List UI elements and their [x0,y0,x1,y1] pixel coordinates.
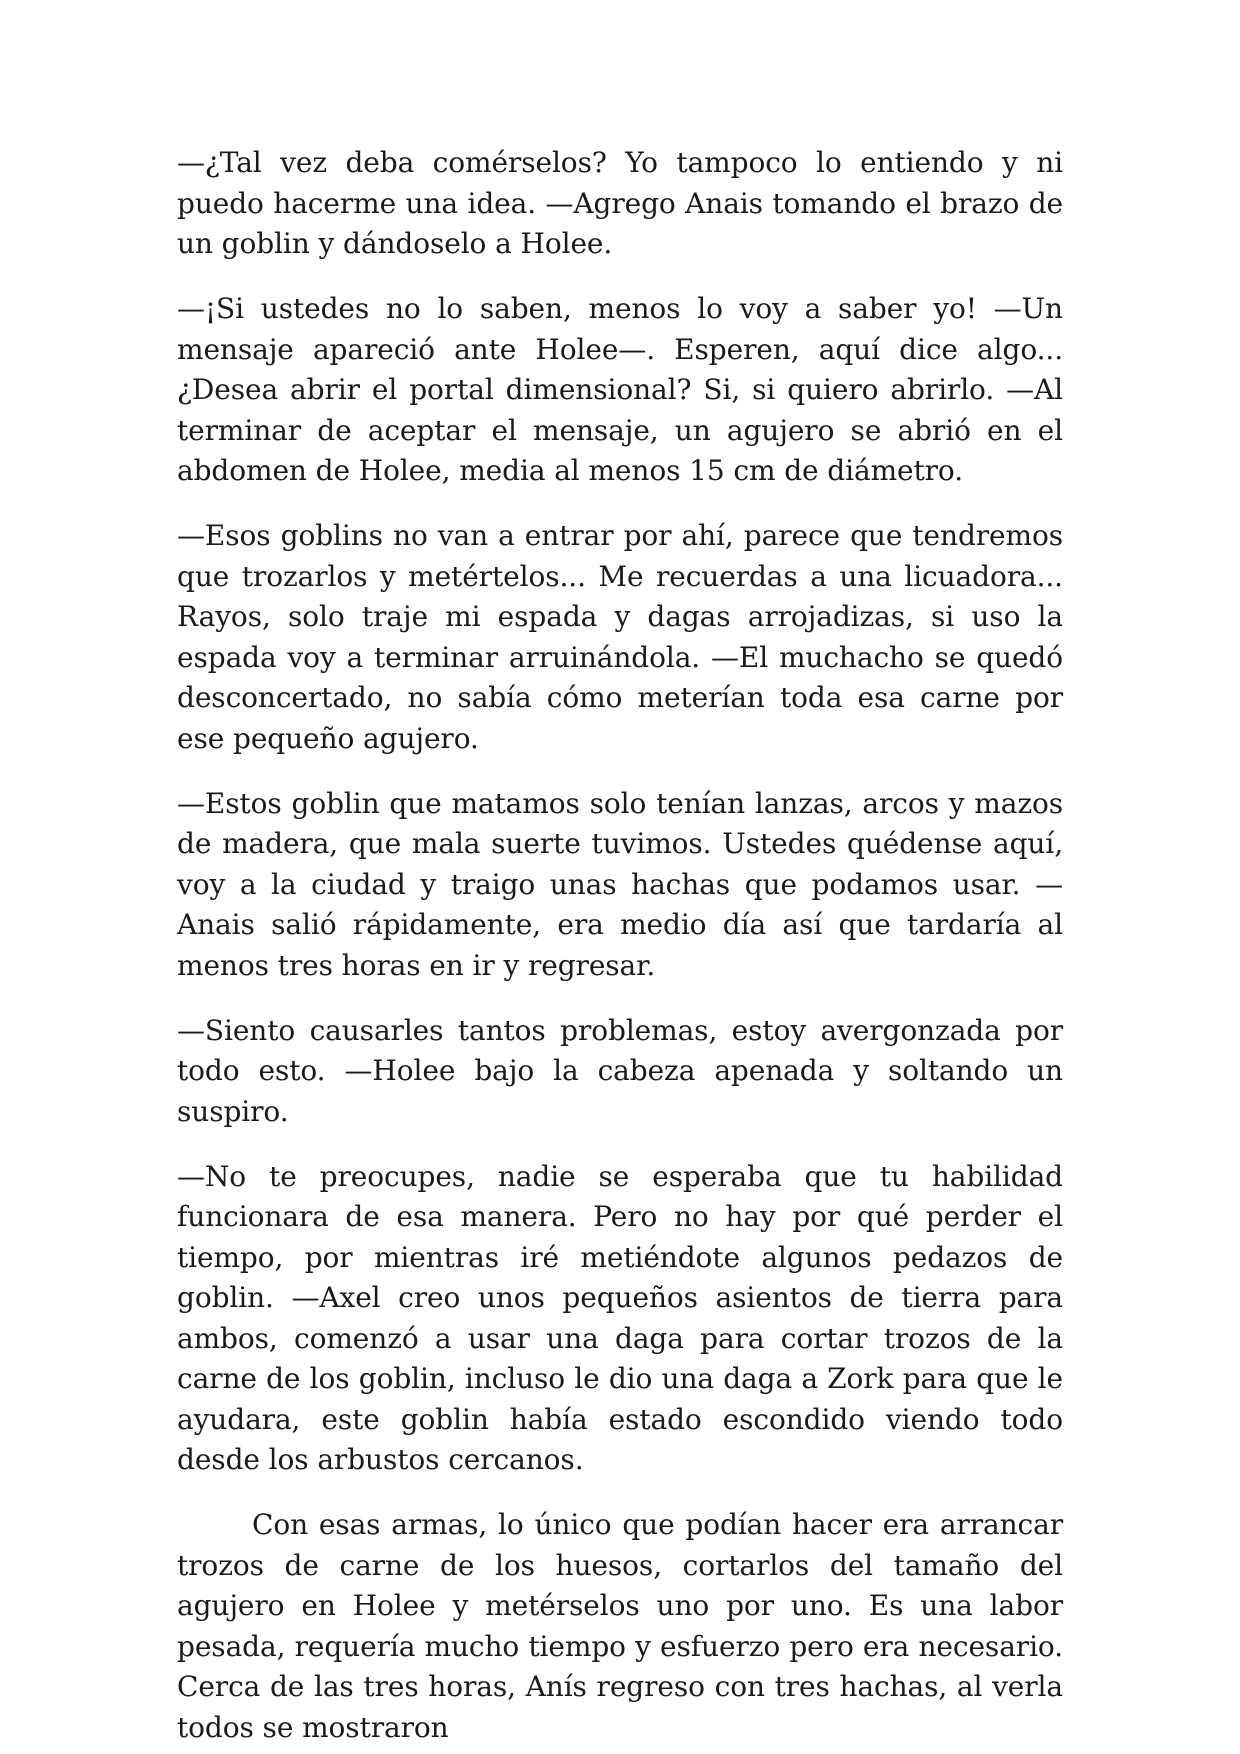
paragraph-2: —¡Si ustedes no lo saben, menos lo voy a saber yo! —Un mensaje apareció ante Holee—. Esperen, aquí dice algo... ¿Desea abrir el portal dimensional? Si, si quiero abrirlo. —Al terminar de aceptar el mensaje, un agujero se abrió en el abdomen de Holee, media al menos 15 cm de diámetro. [177,292,1063,487]
body-text [177,143,1063,1748]
paragraph-4: —Estos goblin que matamos solo tenían lanzas, arcos y mazos de madera, que mala suerte tuvimos. Ustedes quédense aquí, voy a la ciudad y traigo unas hachas que podamos usar. —Anais salió rápidamente, era medio día así que tardaría al menos tres horas en ir y regresar. [177,786,1063,982]
paragraph-6: —No te preocupes, nadie se esperaba que tu habilidad funcionara de esa manera. Pero no hay por qué perder el tiempo, por mientras iré metiéndote algunos pedazos de goblin. —Axel creo unos pequeños asientos de tierra para ambos, comenzó a usar una daga para cortar trozos de la carne de los goblin, incluso le dio una daga a Zork para que le ayudara, este goblin había estado escondido viendo todo desde los arbustos cercanos. [177,1159,1063,1476]
paragraph-7: Con esas armas, lo único que podían hacer era arrancar trozos de carne de los huesos, cortarlos del tamaño del agujero en Holee y metérselos uno por uno. Es una labor pesada, requería mucho tiempo y esfuerzo pero era necesario. Cerca de las tres horas, Anís regreso con tres hachas, al verla todos se mostraron [177,1508,1063,1744]
paragraph-1: —¿Tal vez deba comérselos? Yo tampoco lo entiendo y ni puedo hacerme una idea. —Agrego Anais tomando el brazo de un goblin y dándoselo a Holee. [177,146,1063,260]
paragraph-3: —Esos goblins no van a entrar por ahí, parece que tendremos que trozarlos y metértelos... Me recuerdas a una licuadora... Rayos, solo traje mi espada y dagas arrojadizas, si uso la espada voy a terminar arruinándola. —El muchacho se quedó desconcertado, no sabía cómo meterían toda esa carne por ese pequeño agujero. [177,519,1063,755]
paragraph-5: —Siento causarles tantos problemas, estoy avergonzada por todo esto. —Holee bajo la cabeza apenada y soltando un suspiro. [177,1013,1063,1128]
